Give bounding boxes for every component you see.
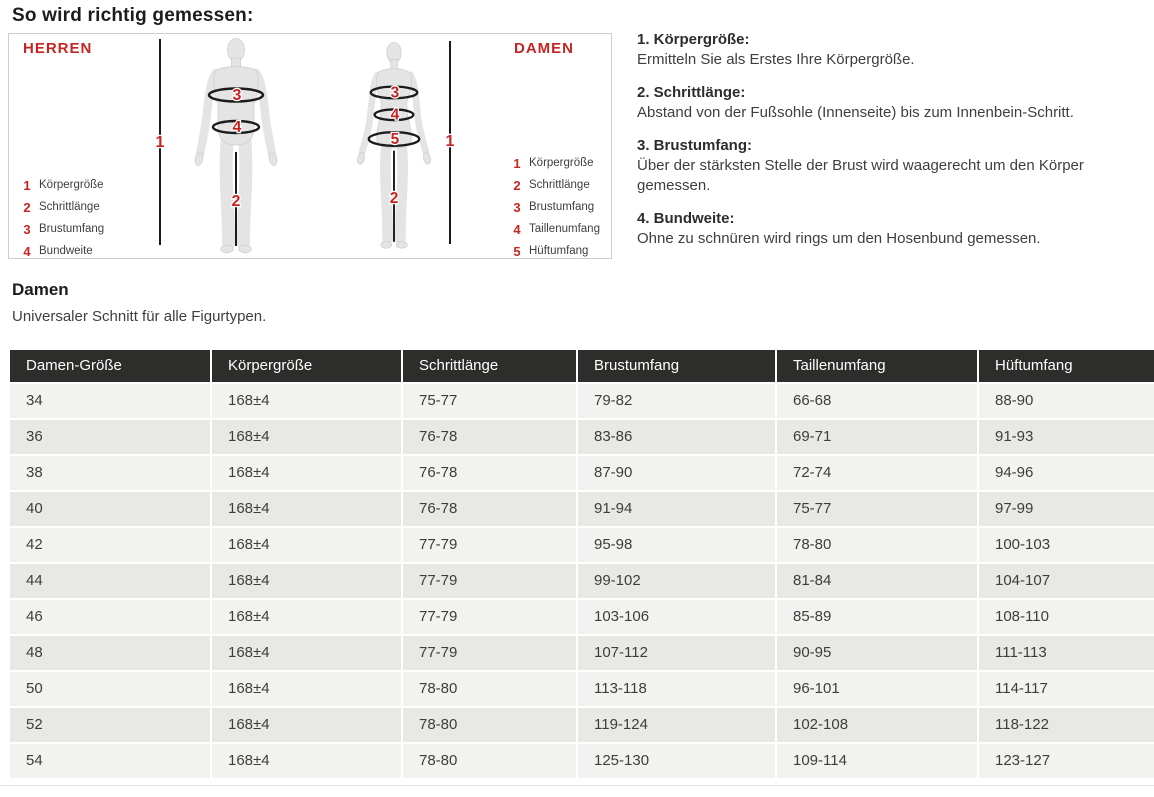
table-cell: 99-102 — [578, 564, 775, 598]
table-cell: 96-101 — [777, 672, 977, 706]
instruction-item — [637, 83, 1142, 123]
table-cell: 168±4 — [212, 708, 401, 742]
table-cell: 48 — [10, 636, 210, 670]
legend-item — [511, 152, 600, 174]
female-inseam-marker: 2 — [389, 190, 399, 208]
table-cell: 81-84 — [777, 564, 977, 598]
legend-label: Brustumfang — [529, 201, 595, 213]
female-hip-marker: 5 — [390, 130, 400, 148]
table-row — [10, 384, 1154, 418]
table-cell: 78-80 — [403, 744, 576, 778]
table-cell: 77-79 — [403, 528, 576, 562]
male-inseam-marker: 2 — [231, 193, 241, 210]
table-cell: 83-86 — [578, 420, 775, 454]
size-table — [8, 348, 1154, 780]
instruction-text: Abstand von der Fußsohle (Innenseite) bis zum Innenbein-Schritt. — [637, 104, 1074, 121]
legend-label: Schrittlänge — [529, 179, 590, 191]
female-height-marker: 1 — [445, 133, 455, 150]
table-cell: 91-94 — [578, 492, 775, 526]
table-cell: 40 — [10, 492, 210, 526]
column-header-brustumfang: Brustumfang — [578, 350, 775, 382]
table-cell: 78-80 — [403, 672, 576, 706]
instruction-text: Über der stärksten Stelle der Brust wird waagerecht um den Körper gemessen. — [637, 157, 1084, 194]
table-cell: 168±4 — [212, 384, 401, 418]
table-cell: 44 — [10, 564, 210, 598]
instruction-title: 2. Schrittlänge: — [637, 84, 746, 101]
table-cell: 77-79 — [403, 636, 576, 670]
damen-section-subheading: Universaler Schnitt für alle Figurtypen. — [12, 308, 267, 325]
table-row — [10, 420, 1154, 454]
male-figure — [194, 39, 279, 253]
table-cell: 168±4 — [212, 456, 401, 490]
legend-number: 2 — [23, 199, 31, 215]
table-cell: 72-74 — [777, 456, 977, 490]
bottom-divider — [0, 785, 1154, 786]
legend-label: Brustumfang — [39, 223, 105, 235]
table-row — [10, 600, 1154, 634]
table-cell: 168±4 — [212, 600, 401, 634]
legend-label: Schrittlänge — [39, 201, 100, 213]
legend-number: 5 — [513, 243, 521, 259]
legend-item — [511, 174, 600, 196]
legend-label: Körpergröße — [529, 157, 594, 169]
table-row — [10, 708, 1154, 742]
table-cell: 100-103 — [979, 528, 1154, 562]
table-cell: 85-89 — [777, 600, 977, 634]
legend-number: 3 — [23, 221, 31, 237]
table-header-row — [10, 350, 1154, 382]
instruction-title: 3. Brustumfang: — [637, 137, 753, 154]
legend-number: 3 — [513, 199, 521, 215]
men-section-label: HERREN — [23, 40, 93, 57]
table-cell: 50 — [10, 672, 210, 706]
legend-label: Bundweite — [39, 245, 93, 257]
legend-item — [511, 240, 600, 262]
table-cell: 168±4 — [212, 492, 401, 526]
table-cell: 108-110 — [979, 600, 1154, 634]
female-waist-marker: 4 — [390, 106, 400, 124]
column-header-koerpergroesse: Körpergröße — [212, 350, 401, 382]
table-cell: 79-82 — [578, 384, 775, 418]
table-cell: 168±4 — [212, 744, 401, 778]
women-section-label: DAMEN — [514, 40, 574, 57]
table-cell: 103-106 — [578, 600, 775, 634]
table-row — [10, 564, 1154, 598]
table-cell: 104-107 — [979, 564, 1154, 598]
legend-item — [21, 196, 104, 218]
table-cell: 52 — [10, 708, 210, 742]
table-cell: 88-90 — [979, 384, 1154, 418]
table-row — [10, 528, 1154, 562]
table-cell: 111-113 — [979, 636, 1154, 670]
men-measurement-legend — [21, 174, 104, 262]
male-height-marker: 1 — [155, 134, 165, 151]
table-cell: 91-93 — [979, 420, 1154, 454]
male-waist-marker: 4 — [232, 119, 242, 136]
table-row — [10, 672, 1154, 706]
damen-section-heading: Damen — [12, 280, 69, 299]
legend-label: Taillenumfang — [529, 223, 600, 235]
legend-number: 1 — [513, 155, 521, 171]
legend-item — [21, 218, 104, 240]
instruction-title: 4. Bundweite: — [637, 210, 735, 227]
table-cell: 77-79 — [403, 600, 576, 634]
legend-item — [21, 174, 104, 196]
table-cell: 78-80 — [403, 708, 576, 742]
table-cell: 102-108 — [777, 708, 977, 742]
legend-number: 1 — [23, 177, 31, 193]
column-header-taillenumfang: Taillenumfang — [777, 350, 977, 382]
table-cell: 76-78 — [403, 492, 576, 526]
table-cell: 168±4 — [212, 420, 401, 454]
women-measurement-legend — [511, 152, 600, 262]
table-cell: 87-90 — [578, 456, 775, 490]
measurement-diagram — [8, 33, 612, 259]
table-cell: 168±4 — [212, 672, 401, 706]
instruction-text: Ohne zu schnüren wird rings um den Hosenbund gemessen. — [637, 230, 1041, 247]
table-cell: 114-117 — [979, 672, 1154, 706]
table-cell: 109-114 — [777, 744, 977, 778]
table-cell: 168±4 — [212, 528, 401, 562]
table-cell: 76-78 — [403, 456, 576, 490]
table-cell: 113-118 — [578, 672, 775, 706]
table-cell: 38 — [10, 456, 210, 490]
table-cell: 119-124 — [578, 708, 775, 742]
table-cell: 75-77 — [777, 492, 977, 526]
column-header-schrittlaenge: Schrittlänge — [403, 350, 576, 382]
legend-label: Körpergröße — [39, 179, 104, 191]
legend-number: 4 — [23, 243, 31, 259]
instruction-text: Ermitteln Sie als Erstes Ihre Körpergröße. — [637, 51, 915, 68]
table-cell: 123-127 — [979, 744, 1154, 778]
table-cell: 168±4 — [212, 564, 401, 598]
legend-number: 4 — [513, 221, 521, 237]
instruction-title: 1. Körpergröße: — [637, 31, 750, 48]
table-row — [10, 492, 1154, 526]
table-cell: 54 — [10, 744, 210, 778]
table-cell: 95-98 — [578, 528, 775, 562]
table-cell: 77-79 — [403, 564, 576, 598]
column-header-damen-groesse: Damen-Größe — [10, 350, 210, 382]
table-row — [10, 636, 1154, 670]
legend-item — [511, 218, 600, 240]
table-cell: 94-96 — [979, 456, 1154, 490]
table-cell: 76-78 — [403, 420, 576, 454]
table-cell: 42 — [10, 528, 210, 562]
female-figure — [356, 42, 431, 248]
column-header-hueftumfang: Hüftumfang — [979, 350, 1154, 382]
table-cell: 34 — [10, 384, 210, 418]
instruction-item — [637, 136, 1142, 196]
female-chest-marker: 3 — [390, 84, 400, 102]
table-cell: 118-122 — [979, 708, 1154, 742]
table-row — [10, 456, 1154, 490]
table-cell: 78-80 — [777, 528, 977, 562]
table-cell: 69-71 — [777, 420, 977, 454]
page-title: So wird richtig gemessen: — [12, 5, 254, 26]
legend-item — [511, 196, 600, 218]
table-cell: 125-130 — [578, 744, 775, 778]
table-cell: 168±4 — [212, 636, 401, 670]
table-cell: 66-68 — [777, 384, 977, 418]
legend-label: Hüftumfang — [529, 245, 589, 257]
legend-number: 2 — [513, 177, 521, 193]
male-chest-marker: 3 — [232, 87, 242, 104]
table-cell: 36 — [10, 420, 210, 454]
instruction-item — [637, 209, 1142, 249]
measurement-instructions — [637, 30, 1142, 262]
table-cell: 97-99 — [979, 492, 1154, 526]
table-cell: 107-112 — [578, 636, 775, 670]
table-cell: 46 — [10, 600, 210, 634]
instruction-item — [637, 30, 1142, 70]
legend-item — [21, 240, 104, 262]
table-cell: 90-95 — [777, 636, 977, 670]
table-row — [10, 744, 1154, 778]
size-table-body — [10, 384, 1154, 778]
table-cell: 75-77 — [403, 384, 576, 418]
